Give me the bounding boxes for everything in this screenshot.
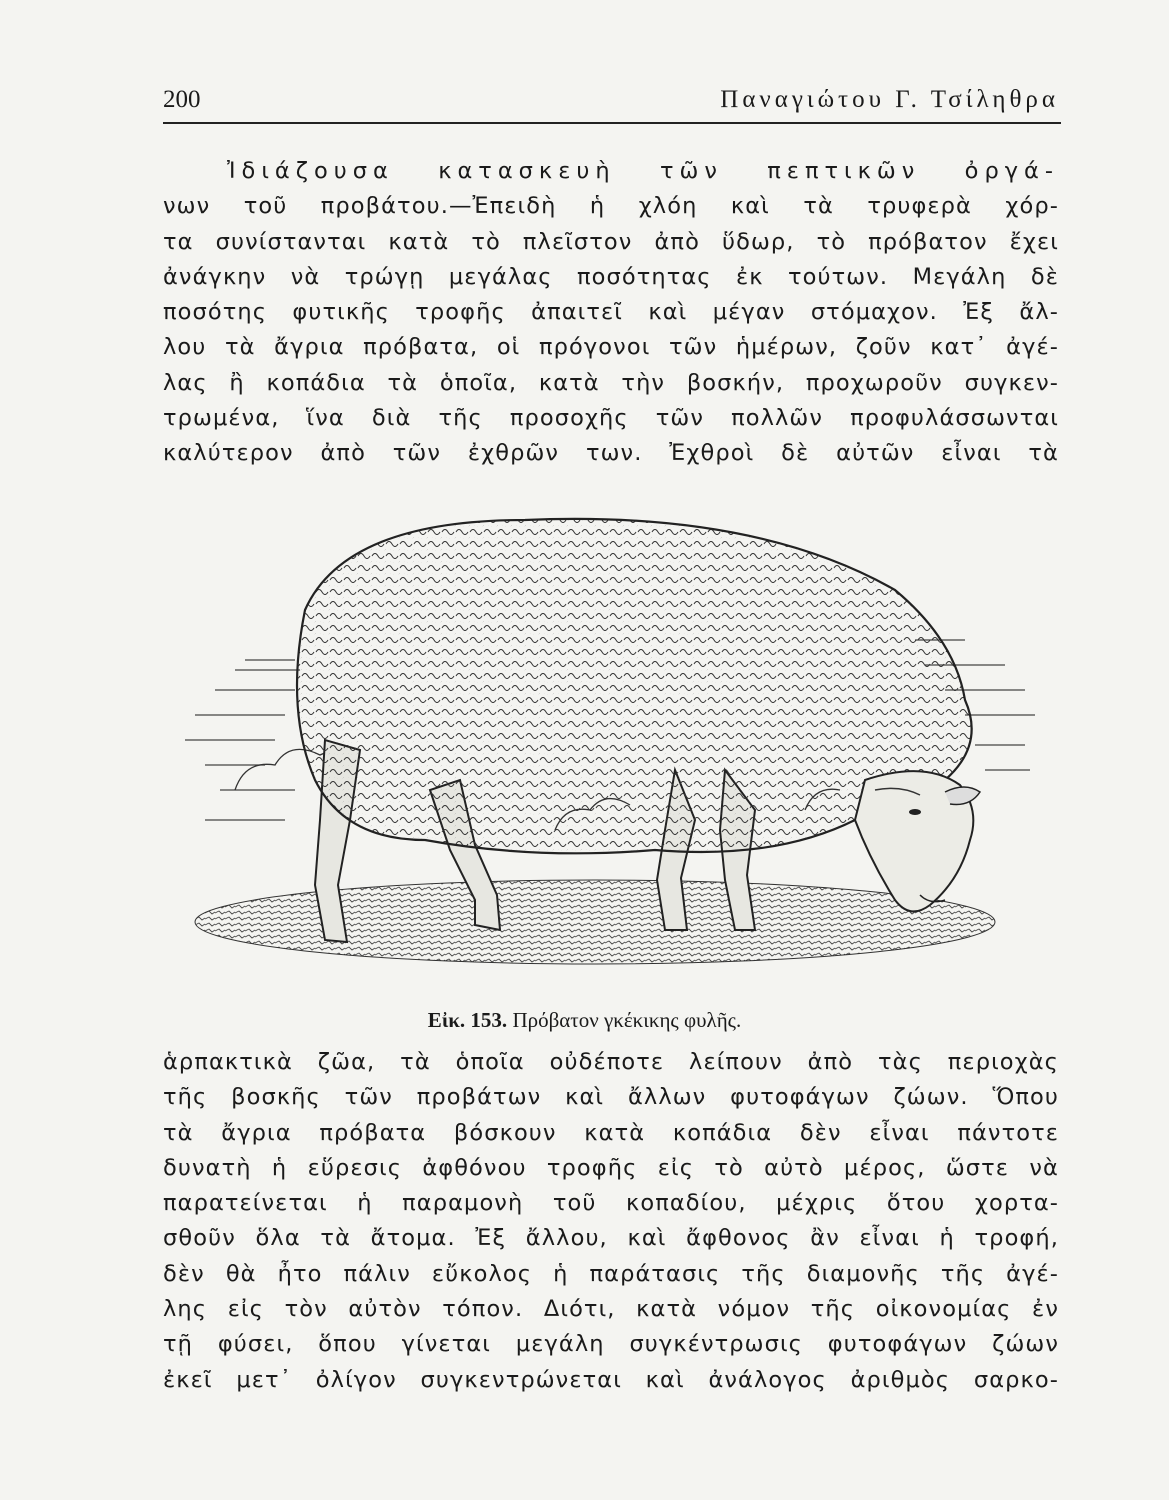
caption-label: Εἰκ. 153. xyxy=(427,1008,508,1032)
figure-caption xyxy=(0,1008,1169,1033)
text-line: Ἰδιάζουσα κατασκευὴ τῶν πεπτικῶν ὀργά- xyxy=(227,158,1059,184)
sheep-illustration xyxy=(175,490,1045,980)
text-line: δυνατὴ ἡ εὕρεσις ἀφθόνου τροφῆς εἰς τὸ αὐτὸ μέρος, ὥστε νὰ xyxy=(163,1154,1059,1181)
text-line: παρατείνεται ἡ παραμονὴ τοῦ κοπαδίου, μέχρις ὅτου χορτα- xyxy=(163,1190,1059,1217)
text-line: ἐκεῖ μετ᾽ ὀλίγον συγκεντρώνεται καὶ ἀνάλογος ἀριθμὸς σαρκο- xyxy=(163,1366,1059,1393)
text-line: νων τοῦ προβάτου.—Ἐπειδὴ ἡ χλόη καὶ τὰ τρυφερὰ χόρ- xyxy=(163,193,1059,220)
text-line: τα συνίστανται κατὰ τὸ πλεῖστον ἀπὸ ὕδωρ, τὸ πρόβατον ἔχει xyxy=(163,228,1059,255)
text-line: λου τὰ ἄγρια πρόβατα, οἱ πρόγονοι τῶν ἡμέρων, ζοῦν κατ᾽ ἀγέ- xyxy=(163,334,1059,361)
text-line: σθοῦν ὅλα τὰ ἄτομα. Ἐξ ἄλλου, καὶ ἄφθονος ἂν εἶναι ἡ τροφή, xyxy=(163,1225,1059,1252)
text-line: ποσότης φυτικῆς τροφῆς ἀπαιτεῖ καὶ μέγαν στόμαχον. Ἐξ ἄλ- xyxy=(163,299,1059,326)
text-line: ἁρπακτικὰ ζῶα, τὰ ὁποῖα οὐδέποτε λείπουν ἀπὸ τὰς περιοχὰς xyxy=(163,1049,1059,1075)
page-header xyxy=(163,86,1059,124)
text-line: ἀνάγκην νὰ τρώγῃ μεγάλας ποσότητας ἐκ τούτων. Μεγάλη δὲ xyxy=(163,263,1059,290)
text-line: τρωμένα, ἵνα διὰ τῆς προσοχῆς τῶν πολλῶν προφυλάσσωνται xyxy=(163,405,1059,432)
paragraph-top xyxy=(163,154,1059,472)
text-line: τῆς βοσκῆς τῶν προβάτων καὶ ἄλλων φυτοφάγων ζώων. Ὅπου xyxy=(163,1084,1059,1111)
text-line: λης εἰς τὸν αὐτὸν τόπον. Διότι, κατὰ νόμον τῆς οἰκονομίας ἐν xyxy=(163,1296,1059,1323)
text-line: τῇ φύσει, ὅπου γίνεται μεγάλη συγκέντρωσις φυτοφάγων ζώων xyxy=(163,1331,1059,1358)
running-head: Παναγιώτου Γ. Τσίληθρα xyxy=(720,86,1059,113)
page-number: 200 xyxy=(163,86,201,113)
text-line: δὲν θὰ ἦτο πάλιν εὔκολος ἡ παράτασις τῆς διαμονῆς τῆς ἀγέ- xyxy=(163,1260,1059,1287)
text-line: καλύτερον ἀπὸ τῶν ἐχθρῶν των. Ἐχθροὶ δὲ αὐτῶν εἶναι τὰ xyxy=(163,440,1059,467)
text-line: λας ἢ κοπάδια τὰ ὁποῖα, κατὰ τὴν βοσκήν, προχωροῦν συγκεν- xyxy=(163,369,1059,396)
header-rule xyxy=(163,122,1061,124)
paragraph-bottom xyxy=(163,1045,1059,1398)
caption-text: Πρόβατον γκέκικης φυλῆς. xyxy=(512,1008,742,1032)
text-line: τὰ ἄγρια πρόβατα βόσκουν κατὰ κοπάδια δὲν εἶναι πάντοτε xyxy=(163,1119,1059,1146)
